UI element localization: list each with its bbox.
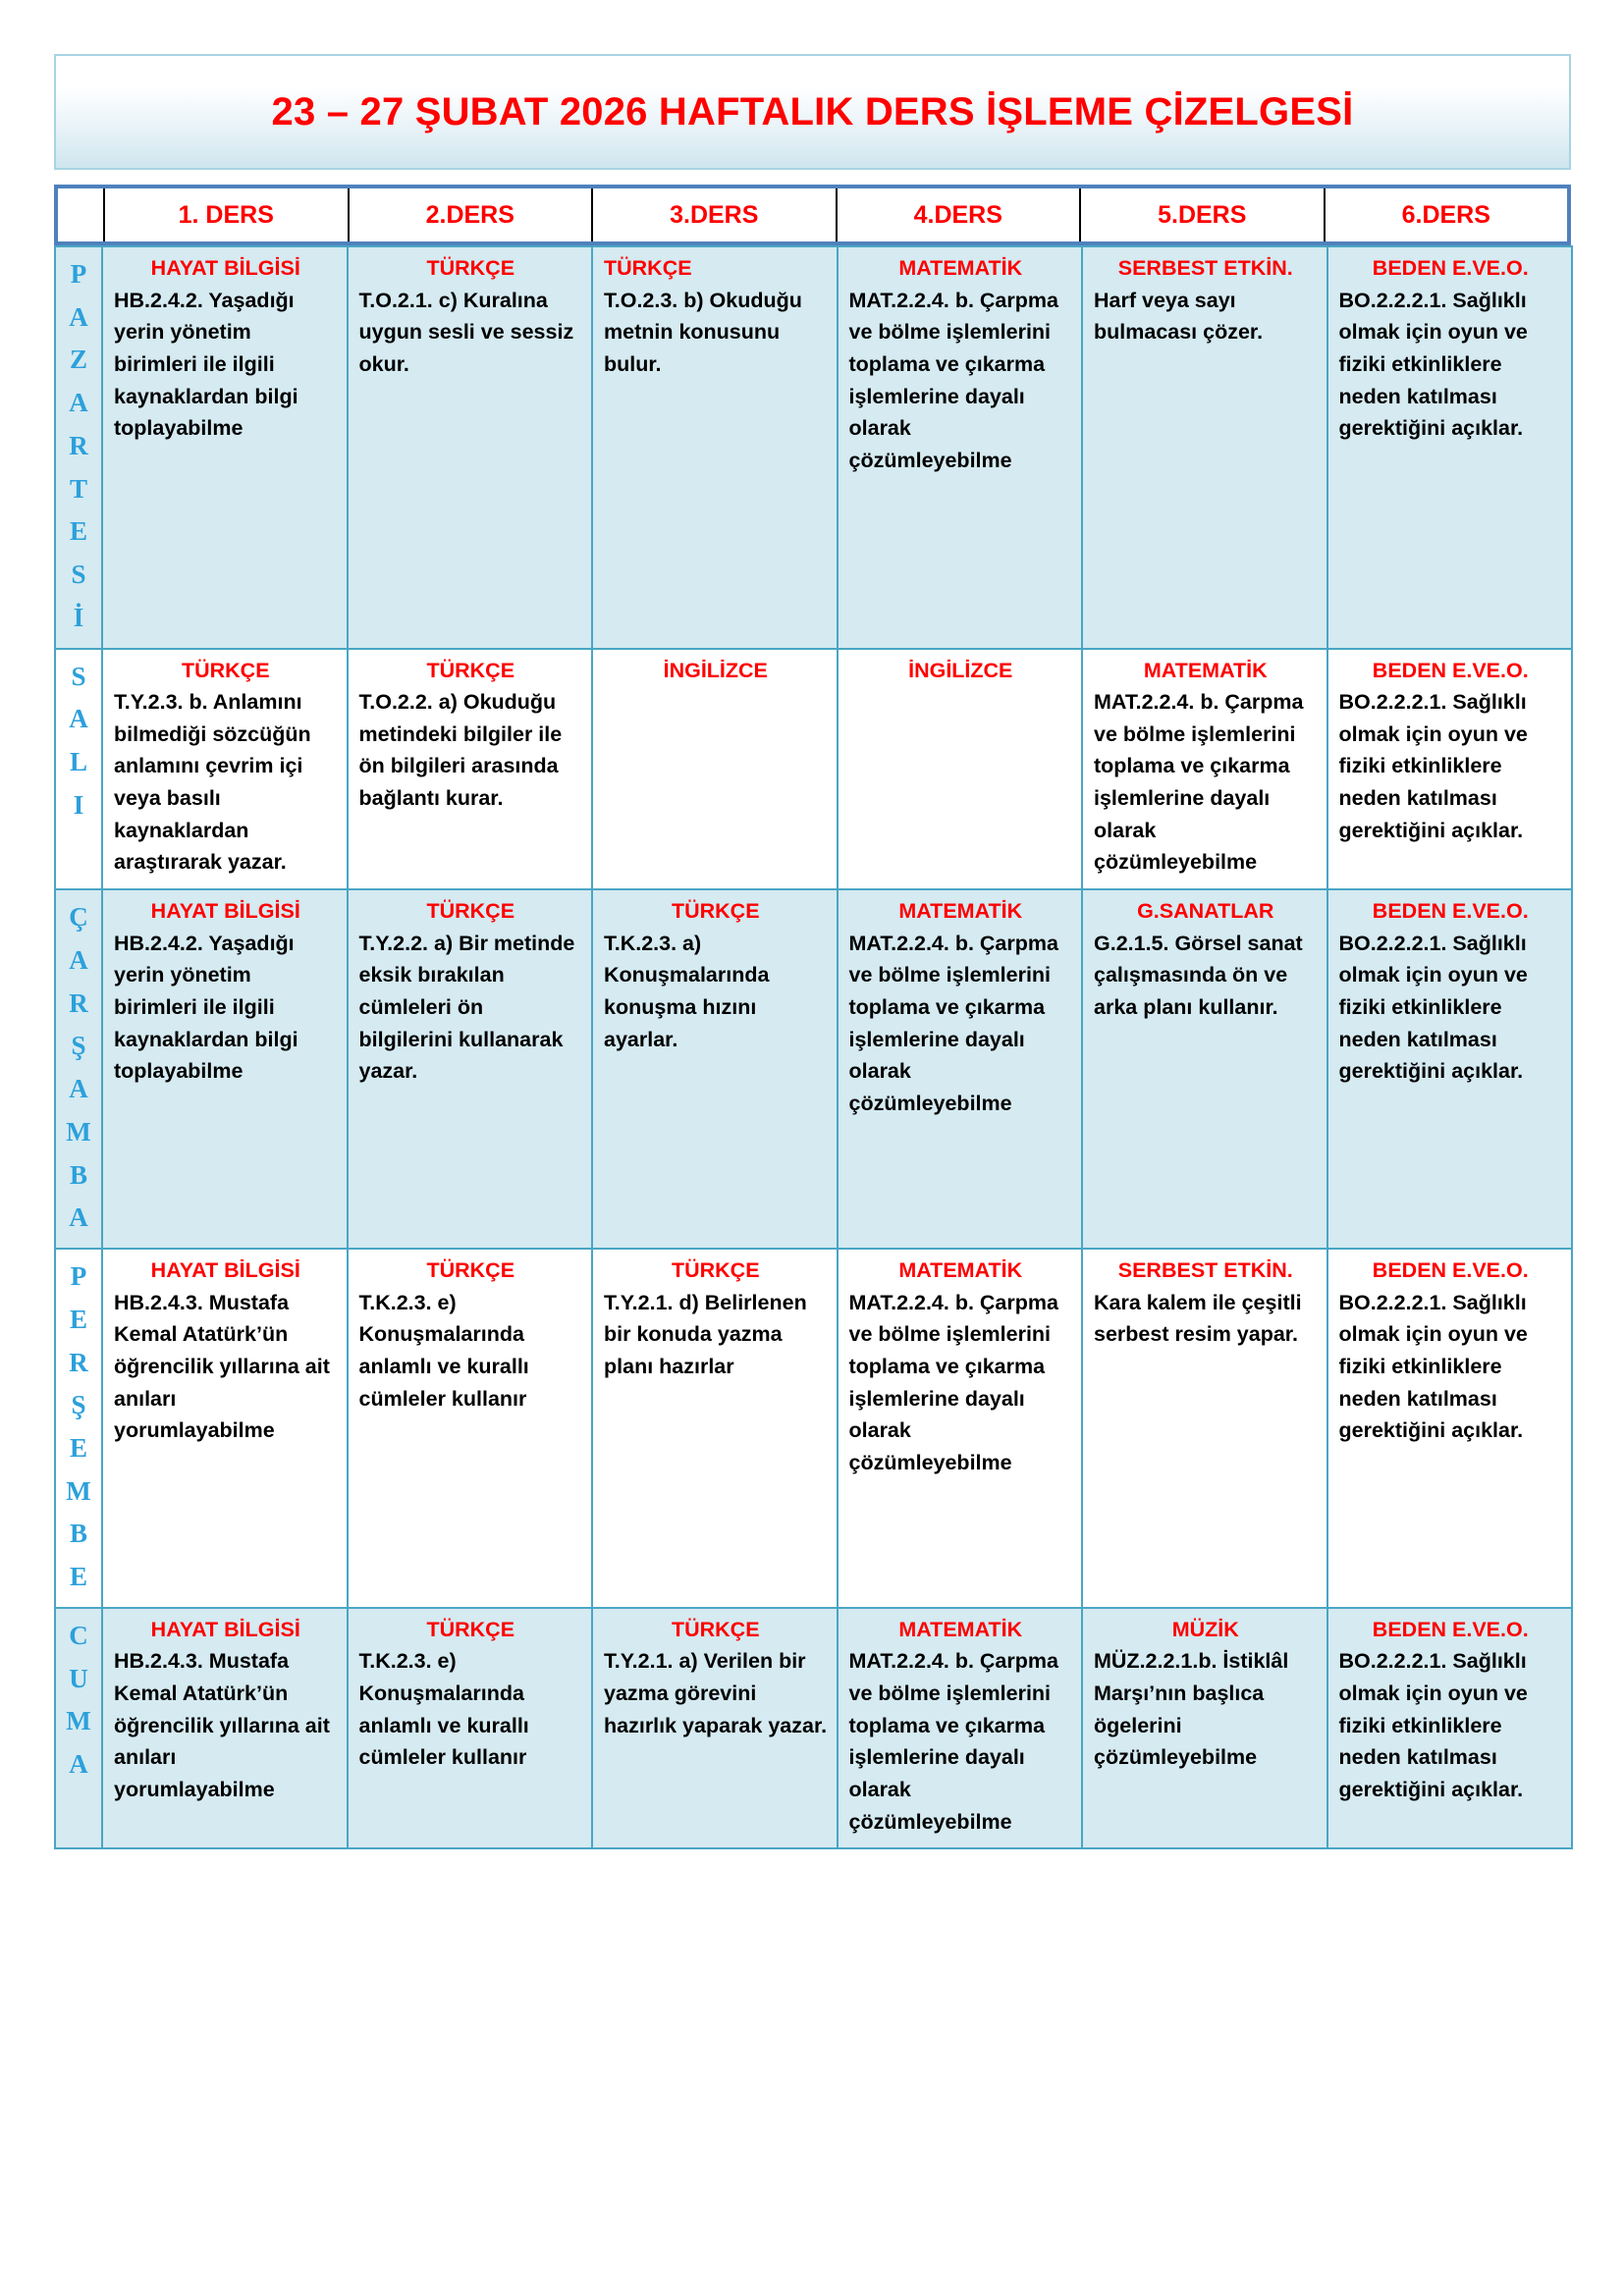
lesson-objective: MAT.2.2.4. b. Çarpma ve bölme işlemlerini toplama ve çıkarma işlemlerine dayalı olarak çözümleyebilme: [848, 931, 1058, 1116]
lesson-objective: T.O.2.1. c) Kuralına uygun sesli ve sessiz okur.: [358, 288, 574, 376]
lesson-cell: [348, 246, 593, 649]
day-name-vertical: C U M A: [66, 1620, 91, 1780]
schedule-table: [54, 245, 1573, 1849]
lesson-cell: [1082, 1249, 1327, 1608]
lesson-subject: BEDEN E.VE.O.: [1372, 1258, 1529, 1283]
schedule-body: [55, 246, 1572, 1848]
lesson-cell: [1327, 246, 1573, 649]
lesson-objective: BO.2.2.2.1. Sağlıklı olmak için oyun ve fiziki etkinliklere neden katılması gerektiğini açıklar.: [1338, 1649, 1528, 1802]
lesson-cell: [1327, 649, 1573, 890]
header-lesson-6: 6.DERS: [1401, 200, 1490, 229]
lesson-subject: TÜRKÇE: [604, 256, 692, 280]
lesson-subject: MATEMATİK: [898, 256, 1023, 280]
header-lesson-1: 1. DERS: [105, 188, 350, 241]
page-title: 23 – 27 ŞUBAT 2026 HAFTALIK DERS İŞLEME ÇİZELGESİ: [271, 90, 1354, 133]
lesson-cell: [102, 1608, 348, 1849]
lesson-objective: Harf veya sayı bulmacası çözer.: [1094, 288, 1264, 345]
header-lesson-3: 3.DERS: [593, 188, 838, 241]
title-banner: [54, 54, 1571, 170]
lesson-objective: BO.2.2.2.1. Sağlıklı olmak için oyun ve fiziki etkinliklere neden katılması gerektiğini açıklar.: [1338, 931, 1528, 1084]
lesson-subject: TÜRKÇE: [426, 1617, 515, 1641]
lesson-cell: [1082, 649, 1327, 890]
lesson-cell: [1082, 889, 1327, 1249]
lesson-subject: İNGİLİZCE: [908, 658, 1013, 682]
table-row: [55, 1249, 1572, 1608]
day-name-vertical: P E R Ş E M B E: [66, 1261, 91, 1592]
lesson-objective: HB.2.4.2. Yaşadığı yerin yönetim birimleri ile ilgili kaynaklardan bilgi toplayabilme: [114, 288, 298, 441]
lesson-cell: [592, 649, 838, 890]
day-label-cell: [55, 1608, 102, 1849]
lesson-cell: [102, 649, 348, 890]
lesson-cell: [838, 246, 1083, 649]
day-label-cell: [55, 1249, 102, 1608]
lesson-objective: T.Y.2.1. d) Belirlenen bir konuda yazma planı hazırlar: [604, 1290, 807, 1378]
lesson-objective: BO.2.2.2.1. Sağlıklı olmak için oyun ve fiziki etkinliklere neden katılması gerektiğini açıklar.: [1338, 288, 1528, 441]
table-row: [55, 889, 1572, 1249]
lesson-cell: [102, 246, 348, 649]
lesson-cell: [592, 889, 838, 1249]
lesson-cell: [838, 1249, 1083, 1608]
lesson-subject: MATEMATİK: [898, 1258, 1023, 1283]
lesson-objective: T.O.2.3. b) Okuduğu metnin konusunu bulur.: [604, 288, 802, 376]
lesson-objective: T.K.2.3. e) Konuşmalarında anlamlı ve kurallı cümleler kullanır: [358, 1290, 529, 1411]
day-name-vertical: P A Z A R T E S İ: [69, 259, 88, 632]
lesson-objective: HB.2.4.3. Mustafa Kemal Atatürk’ün öğrencilik yıllarına ait anıları yorumlayabilme: [114, 1290, 330, 1443]
lesson-subject: TÜRKÇE: [426, 658, 515, 682]
lesson-cell: [1327, 1608, 1573, 1849]
lesson-cell: [348, 649, 593, 890]
lesson-cell: [1082, 246, 1327, 649]
lesson-subject: TÜRKÇE: [671, 899, 760, 924]
lesson-cell: [838, 889, 1083, 1249]
lesson-objective: MÜZ.2.2.1.b. İstiklâl Marşı’nın başlıca ögelerini çözümleyebilme: [1094, 1649, 1289, 1770]
lesson-cell: [1327, 1249, 1573, 1608]
lesson-objective: Kara kalem ile çeşitli serbest resim yapar.: [1094, 1290, 1302, 1347]
lesson-cell: [838, 649, 1083, 890]
lesson-subject: SERBEST ETKİN.: [1117, 1258, 1293, 1283]
lesson-cell: [348, 889, 593, 1249]
lesson-subject: G.SANATLAR: [1137, 899, 1274, 924]
lesson-cell: [592, 1249, 838, 1608]
lesson-objective: T.Y.2.3. b. Anlamını bilmediği sözcüğün anlamını çevrim içi veya basılı kaynaklardan araştırarak yazar.: [114, 690, 311, 875]
day-label-cell: [55, 246, 102, 649]
header-lesson-5: 5.DERS: [1081, 188, 1326, 241]
lesson-objective: T.Y.2.2. a) Bir metinde eksik bırakılan cümleleri ön bilgilerini kullanarak yazar.: [358, 931, 575, 1084]
lesson-objective: T.K.2.3. a) Konuşmalarında konuşma hızını ayarlar.: [604, 931, 770, 1051]
lesson-subject: TÜRKÇE: [671, 1258, 760, 1283]
lesson-subject: HAYAT BİLGİSİ: [150, 256, 300, 280]
table-row: [55, 649, 1572, 890]
lesson-objective: T.O.2.2. a) Okuduğu metindeki bilgiler ile ön bilgileri arasında bağlantı kurar.: [358, 690, 563, 811]
lesson-subject: BEDEN E.VE.O.: [1372, 256, 1529, 280]
lesson-subject: MATEMATİK: [1143, 658, 1268, 682]
lesson-objective: MAT.2.2.4. b. Çarpma ve bölme işlemlerini toplama ve çıkarma işlemlerine dayalı olarak çözümleyebilme: [848, 288, 1058, 472]
lesson-cell: [592, 1608, 838, 1849]
lesson-subject: TÜRKÇE: [426, 1258, 515, 1283]
day-label-cell: [55, 889, 102, 1249]
lesson-objective: HB.2.4.2. Yaşadığı yerin yönetim birimleri ile ilgili kaynaklardan bilgi toplayabilme: [114, 931, 298, 1084]
lesson-period-header-row: [54, 185, 1571, 245]
lesson-subject: MÜZİK: [1171, 1617, 1239, 1641]
lesson-subject: TÜRKÇE: [181, 658, 270, 682]
lesson-subject: MATEMATİK: [898, 1617, 1023, 1641]
table-row: [55, 246, 1572, 649]
lesson-subject: HAYAT BİLGİSİ: [150, 1258, 300, 1283]
lesson-cell: [348, 1608, 593, 1849]
header-day-column-spacer: [58, 188, 105, 241]
day-name-vertical: S A L I: [69, 661, 88, 820]
lesson-objective: G.2.1.5. Görsel sanat çalışmasında ön ve arka planı kullanır.: [1094, 931, 1303, 1020]
lesson-subject: HAYAT BİLGİSİ: [150, 899, 300, 924]
lesson-subject: TÜRKÇE: [671, 1617, 760, 1641]
lesson-subject: BEDEN E.VE.O.: [1372, 658, 1529, 682]
lesson-cell: [838, 1608, 1083, 1849]
lesson-cell: [1327, 889, 1573, 1249]
lesson-objective: MAT.2.2.4. b. Çarpma ve bölme işlemlerini toplama ve çıkarma işlemlerine dayalı olarak çözümleyebilme: [1094, 690, 1304, 875]
lesson-subject: BEDEN E.VE.O.: [1372, 1617, 1529, 1641]
lesson-cell: [102, 1249, 348, 1608]
day-name-vertical: Ç A R Ş A M B A: [66, 902, 91, 1233]
lesson-objective: T.Y.2.1. a) Verilen bir yazma görevini hazırlık yaparak yazar.: [604, 1649, 828, 1737]
lesson-subject: İNGİLİZCE: [663, 658, 768, 682]
lesson-objective: MAT.2.2.4. b. Çarpma ve bölme işlemlerini toplama ve çıkarma işlemlerine dayalı olarak çözümleyebilme: [848, 1649, 1058, 1834]
lesson-objective: BO.2.2.2.1. Sağlıklı olmak için oyun ve fiziki etkinliklere neden katılması gerektiğini açıklar.: [1338, 1290, 1528, 1443]
lesson-subject: SERBEST ETKİN.: [1117, 256, 1293, 280]
header-lesson-4: 4.DERS: [838, 188, 1082, 241]
lesson-objective: T.K.2.3. e) Konuşmalarında anlamlı ve kurallı cümleler kullanır: [358, 1649, 529, 1770]
day-label-cell: [55, 649, 102, 890]
lesson-cell: [592, 246, 838, 649]
header-lesson-2: 2.DERS: [350, 188, 594, 241]
lesson-subject: TÜRKÇE: [426, 256, 515, 280]
lesson-subject: TÜRKÇE: [426, 899, 515, 924]
lesson-cell: [348, 1249, 593, 1608]
lesson-subject: MATEMATİK: [898, 899, 1023, 924]
lesson-objective: BO.2.2.2.1. Sağlıklı olmak için oyun ve fiziki etkinliklere neden katılması gerektiğini açıklar.: [1338, 690, 1528, 842]
lesson-objective: MAT.2.2.4. b. Çarpma ve bölme işlemlerini toplama ve çıkarma işlemlerine dayalı olarak çözümleyebilme: [848, 1290, 1058, 1474]
lesson-objective: HB.2.4.3. Mustafa Kemal Atatürk’ün öğrencilik yıllarına ait anıları yorumlayabilme: [114, 1649, 330, 1802]
lesson-subject: HAYAT BİLGİSİ: [150, 1617, 300, 1641]
lesson-cell: [102, 889, 348, 1249]
lesson-subject: BEDEN E.VE.O.: [1372, 899, 1529, 924]
table-row: [55, 1608, 1572, 1849]
lesson-cell: [1082, 1608, 1327, 1849]
